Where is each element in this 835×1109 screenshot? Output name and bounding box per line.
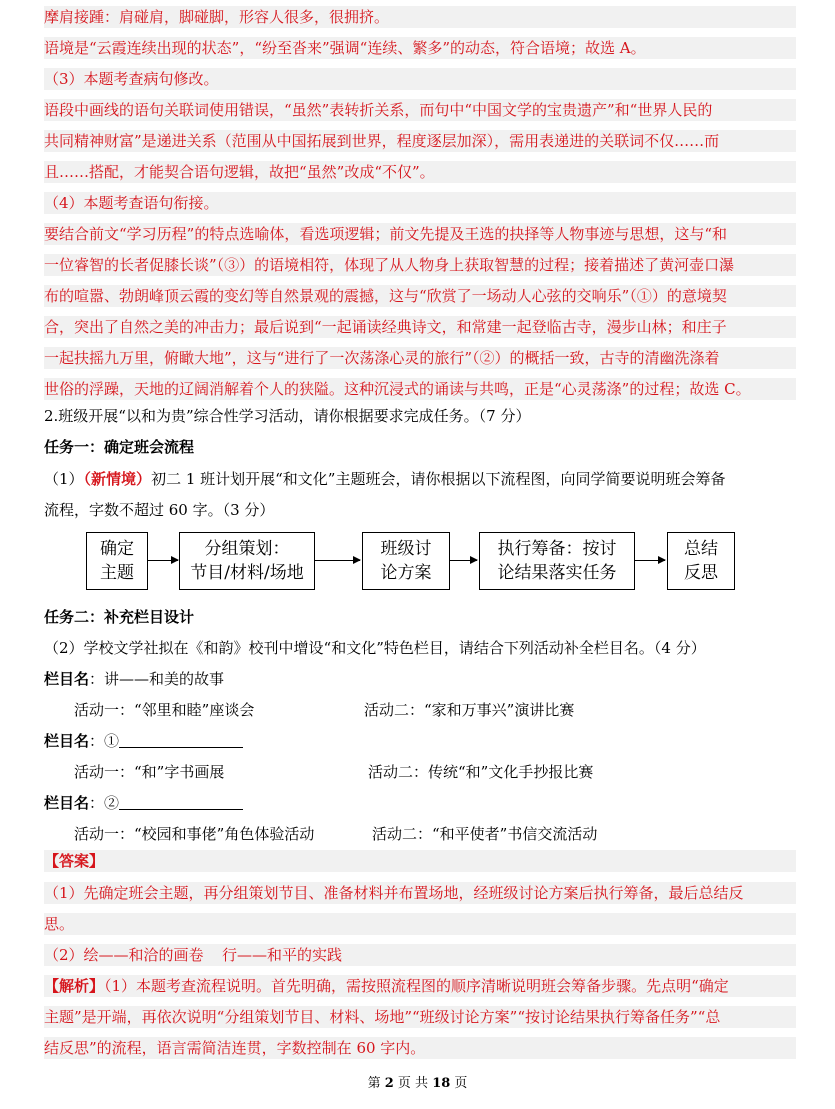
column-2-mark: ：① [89, 732, 120, 750]
footer-text: 页 [454, 1076, 468, 1091]
question-1-line [44, 468, 796, 490]
footer-text: 页 共 [397, 1076, 429, 1091]
activity-text: 活动二：“和平使者”书信交流活动 [372, 825, 598, 843]
column-3-activities [44, 823, 826, 845]
page-total: 18 [432, 1076, 451, 1091]
activity-text: 活动二：传统“和”文化手抄报比赛 [368, 763, 594, 781]
flow-text: 论结果落实任务 [497, 563, 617, 583]
column-label: 栏目名 [44, 794, 90, 812]
flow-text: 确定 [100, 539, 134, 559]
answer-text: （2）绘——和洽的画卷 [44, 946, 204, 964]
flow-text: 总结 [684, 539, 718, 559]
activity-text: 活动一：“和”字书画展 [74, 763, 225, 781]
answer-line: （3）本题考查病句修改。 [44, 68, 796, 90]
answer-blank[interactable] [119, 795, 243, 810]
flow-text: 反思 [684, 563, 718, 583]
analysis-line [44, 975, 796, 997]
analysis-tag: 【解析】 [44, 977, 105, 995]
flow-text: 执行筹备：按讨 [497, 539, 617, 559]
activity-text: 活动一：“校园和事佬”角色体验活动 [74, 825, 315, 843]
column-1-activities [44, 699, 826, 721]
column-2-activities [44, 761, 826, 783]
flow-text: 主题 [100, 563, 134, 583]
answer-text: 行——和平的实践 [222, 946, 343, 964]
flow-text: 分组策划： [204, 539, 290, 559]
flow-arrow [450, 560, 477, 561]
column-2-name [44, 730, 796, 752]
column-label: 栏目名 [44, 732, 90, 750]
question-1-line: 流程，字数不超过 60 字。（3 分） [44, 501, 275, 519]
column-label: 栏目名 [44, 670, 90, 688]
column-1-name [44, 668, 796, 690]
flow-step-topic [86, 532, 148, 590]
answer-heading: 【答案】 [44, 850, 796, 872]
column-3-name [44, 792, 796, 814]
page-number: 2 [384, 1076, 394, 1091]
flow-step-review [667, 532, 735, 590]
answer-blank[interactable] [119, 733, 243, 748]
page-footer [0, 1075, 835, 1093]
flow-arrow [635, 560, 665, 561]
answer-line: 合，突出了自然之美的冲击力；最后说到“一起诵读经典诗文，和常建一起登临古寺，漫步山林；和庄子 [44, 316, 796, 338]
flow-text: 班级讨 [380, 539, 432, 559]
answer-line: （4）本题考查语句衔接。 [44, 192, 796, 214]
analysis-line: 主题”是开端，再依次说明“分组策划节目、材料、场地”“班级讨论方案”“按讨论结果执行筹备任务”“总 [44, 1006, 796, 1028]
flowchart [86, 532, 746, 594]
answer-line: 共同精神财富”是递进关系（范围从中国拓展到世界，程度逐层加深），需用表递进的关联词不仅……而 [44, 130, 796, 152]
flow-text: 节目/材料/场地 [190, 563, 304, 583]
flow-arrow [315, 560, 360, 561]
flow-step-planning [179, 532, 315, 590]
analysis-line: 结反思”的流程，语言需简洁连贯，字数控制在 60 字内。 [44, 1037, 796, 1059]
answer-line: 且……搭配，才能契合语句逻辑，故把“虽然”改成“不仅”。 [44, 161, 796, 183]
question-2-line: （2）学校文学社拟在《和韵》校刊中增设“和文化”特色栏目，请结合下列活动补全栏目名。（4 分） [44, 639, 706, 657]
task-one-heading: 任务一：确定班会流程 [44, 438, 195, 456]
flow-arrow [148, 560, 178, 561]
footer-text: 第 [367, 1076, 381, 1091]
activity-text: 活动二：“家和万事兴”演讲比赛 [364, 701, 575, 719]
answer-line: 一位睿智的长者促膝长谈”（③）的语境相符，体现了从人物身上获取智慧的过程；接着描述了黄河壶口瀑 [44, 254, 796, 276]
answer-line: 世俗的浮躁，天地的辽阔消解着个人的狭隘。这种沉浸式的诵读与共鸣，正是“心灵荡涤”的过程；故选 C。 [44, 378, 796, 400]
new-context-tag: （新情境） [83, 470, 152, 488]
analysis-text: （1）本题考查流程说明。首先明确，需按照流程图的顺序清晰说明班会筹备步骤。先点明“确定 [104, 977, 729, 995]
answer-line: 语境是“云霞连续出现的状态”，“纷至沓来”强调“连续、繁多”的动态，符合语境；故选 A。 [44, 37, 796, 59]
answer-line: 语段中画线的语句关联词使用错误，“虽然”表转折关系，而句中“中国文学的宝贵遗产”和“世界人民的 [44, 99, 796, 121]
task-two-heading: 任务二：补充栏目设计 [44, 608, 195, 626]
answer-line: 要结合前文“学习历程”的特点选喻体，看选项逻辑；前文先提及王选的抉择等人物事迹与思想，这与“和 [44, 223, 796, 245]
answer-line: （1）先确定班会主题，再分组策划节目、准备材料并布置场地，经班级讨论方案后执行筹备，最后总结反 [44, 882, 796, 904]
activity-text: 活动一：“邻里和睦”座谈会 [74, 701, 255, 719]
question-title: 2.班级开展“以和为贵”综合性学习活动，请你根据要求完成任务。（7 分） [44, 407, 531, 425]
answer-line: 一起扶摇九万里，俯瞰大地”，这与“进行了一次荡涤心灵的旅行”（②）的概括一致，古寺的清幽洗涤着 [44, 347, 796, 369]
flow-step-discussion [362, 532, 450, 590]
q1-prefix: （1） [44, 470, 84, 488]
answer-line: 摩肩接踵：肩碰肩，脚碰脚，形容人很多，很拥挤。 [44, 6, 796, 28]
q1-text: 初二 1 班计划开展“和文化”主题班会，请你根据以下流程图，向同学简要说明班会筹备 [151, 470, 726, 488]
answer-line [44, 944, 796, 966]
answer-line: 思。 [44, 913, 796, 935]
flow-text: 论方案 [380, 563, 432, 583]
column-1-text: ：讲——和美的故事 [89, 670, 225, 688]
flow-step-execute [479, 532, 635, 590]
answer-line: 布的喧嚣、勃朗峰顶云霞的变幻等自然景观的震撼，这与“欣赏了一场动人心弦的交响乐”（①）的意境契 [44, 285, 796, 307]
column-3-mark: ：② [89, 794, 120, 812]
